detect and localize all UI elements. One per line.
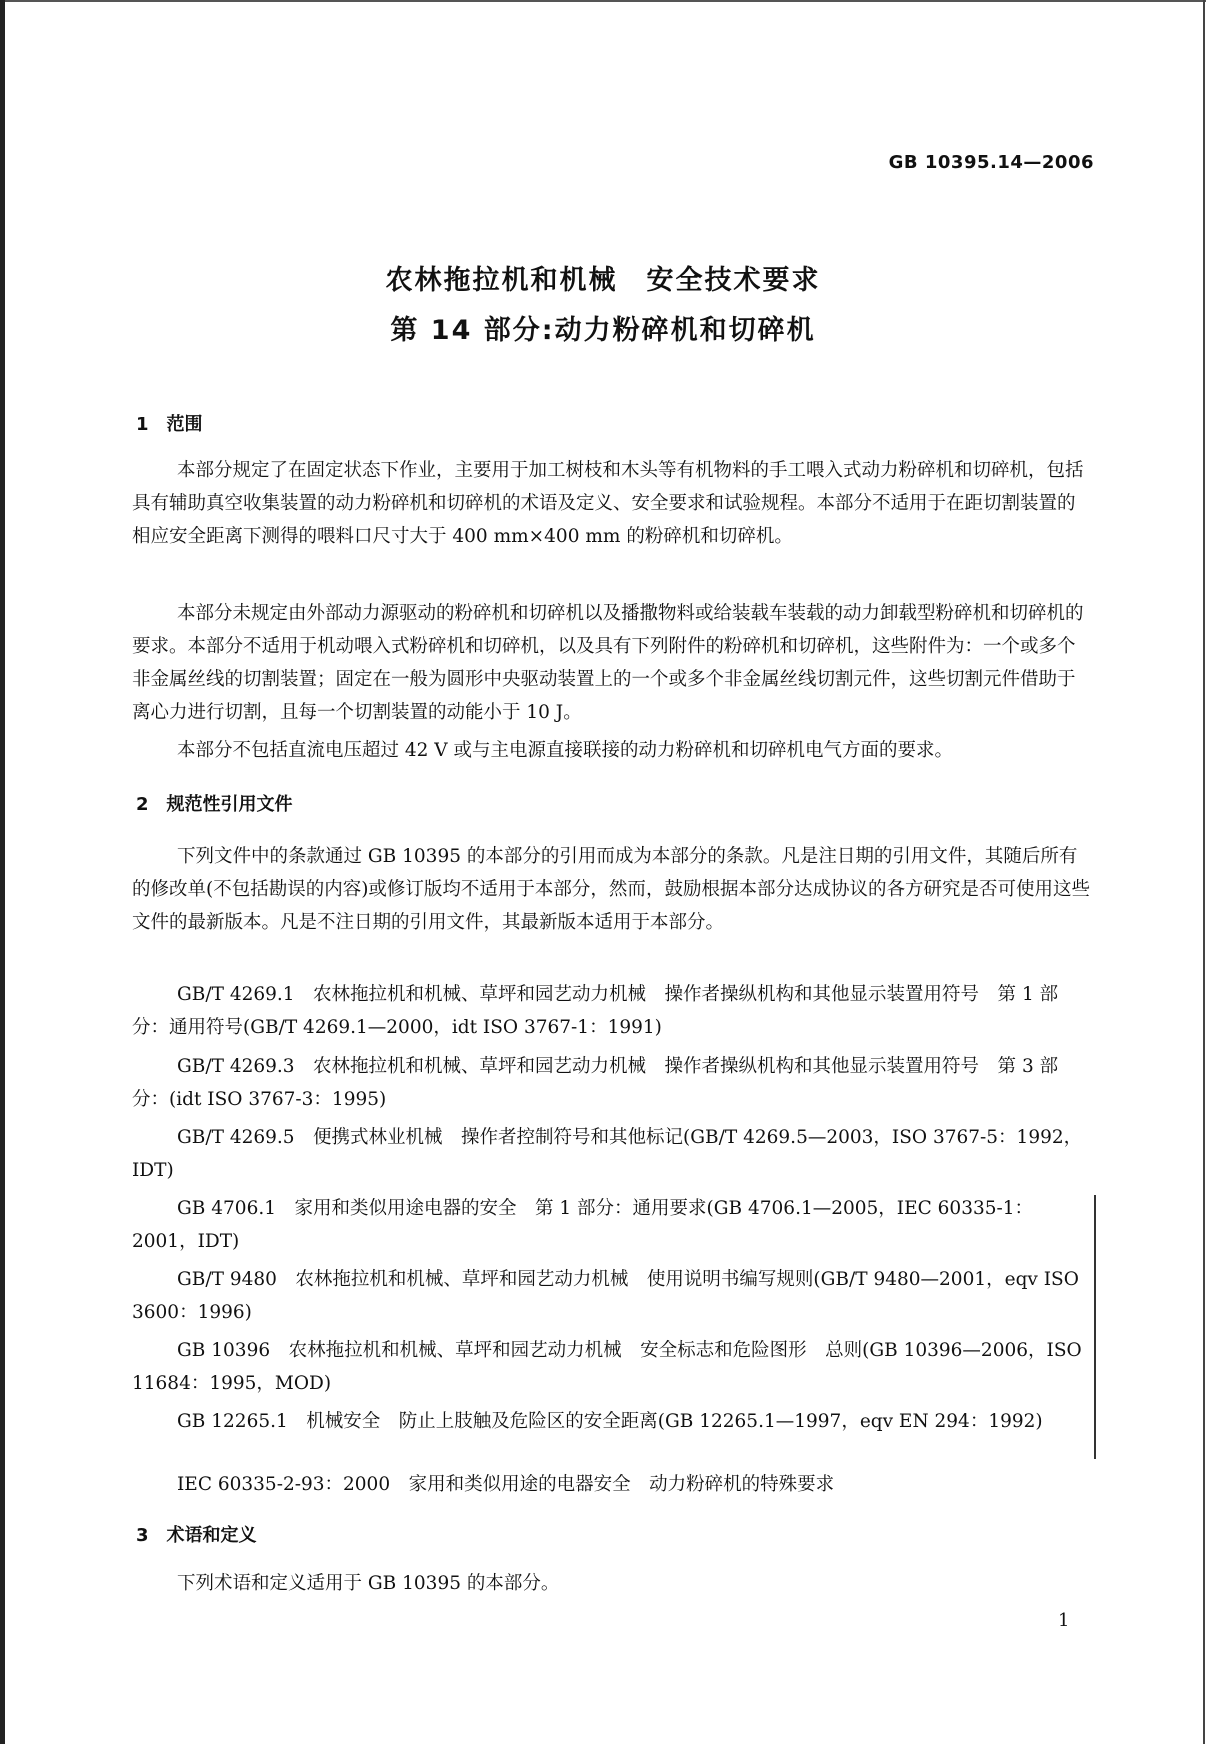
scan-top-edge xyxy=(0,0,1206,2)
reference-item: GB/T 4269.3 农林拖拉机和机械、草坪和园艺动力机械 操作者操纵机构和其他显示装置用符号 第 3 部分：(idt ISO 3767-3：1995) xyxy=(132,1056,1059,1110)
reference-item: GB 10396 农林拖拉机和机械、草坪和园艺动力机械 安全标志和危险图形 总则(GB 10396—2006，ISO 11684：1995，MOD) xyxy=(132,1340,1082,1394)
section-1-paragraph-2: 本部分未规定由外部动力源驱动的粉碎机和切碎机以及播撒物料或给装载车装载的动力卸载型粉碎机和切碎机的要求。本部分不适用于机动喂入式粉碎机和切碎机，以及具有下列附件的粉碎机和切碎机，这些附件为：一个或多个非金属丝线的切割装置；固定在一般为圆形中央驱动装置上的一个或多个非金属丝线切割元件，这些切割元件借助于离心力进行切割，且每一个切割装置的动能小于 10 J。 xyxy=(132,603,1084,723)
section-2-heading: 2 规范性引用文件 xyxy=(136,794,293,815)
section-3-intro: 下列术语和定义适用于 GB 10395 的本部分。 xyxy=(177,1573,560,1594)
section-3-heading: 3 术语和定义 xyxy=(136,1525,257,1546)
standard-code: GB 10395.14—2006 xyxy=(888,152,1094,173)
section-1-heading: 1 范围 xyxy=(136,414,203,435)
section-1-paragraph-1: 本部分规定了在固定状态下作业，主要用于加工树枝和木头等有机物料的手工喂入式动力粉碎机和切碎机，包括具有辅助真空收集装置的动力粉碎机和切碎机的术语及定义、安全要求和试验规程。本部分不适用于在距切割装置的相应安全距离下测得的喂料口尺寸大于 400 mm×400 mm 的粉碎机和切碎机。 xyxy=(132,460,1084,547)
reference-item: GB 4706.1 家用和类似用途电器的安全 第 1 部分：通用要求(GB 4706.1—2005，IEC 60335-1：2001，IDT) xyxy=(132,1198,1034,1252)
document-title-line-2: 第 14 部分:动力粉碎机和切碎机 xyxy=(390,315,816,346)
revision-margin-bar xyxy=(1094,1195,1096,1459)
reference-item: GB/T 4269.5 便携式林业机械 操作者控制符号和其他标记(GB/T 4269.5—2003，ISO 3767-5：1992，IDT) xyxy=(132,1127,1083,1181)
document-title-line-1: 农林拖拉机和机械 安全技术要求 xyxy=(385,265,821,296)
section-2-intro: 下列文件中的条款通过 GB 10395 的本部分的引用而成为本部分的条款。凡是注日期的引用文件，其随后所有的修改单(不包括勘误的内容)或修订版均不适用于本部分，然而，鼓励根据本部分达成协议的各方研究是否可使用这些文件的最新版本。凡是不注日期的引用文件，其最新版本适用于本部分。 xyxy=(132,846,1090,933)
reference-item: GB/T 9480 农林拖拉机和机械、草坪和园艺动力机械 使用说明书编写规则(GB/T 9480—2001，eqv ISO 3600：1996) xyxy=(132,1269,1079,1323)
section-1-paragraph-3: 本部分不包括直流电压超过 42 V 或与主电源直接联接的动力粉碎机和切碎机电气方面的要求。 xyxy=(177,740,954,761)
reference-item: IEC 60335-2-93：2000 家用和类似用途的电器安全 动力粉碎机的特殊要求 xyxy=(177,1474,835,1495)
page-number: 1 xyxy=(1058,1610,1070,1631)
reference-item: GB 12265.1 机械安全 防止上肢触及危险区的安全距离(GB 12265.1—1997，eqv EN 294：1992) xyxy=(177,1411,1043,1432)
reference-item: GB/T 4269.1 农林拖拉机和机械、草坪和园艺动力机械 操作者操纵机构和其他显示装置用符号 第 1 部分：通用符号(GB/T 4269.1—2000，idt ISO 3767-1：1991) xyxy=(132,984,1059,1038)
